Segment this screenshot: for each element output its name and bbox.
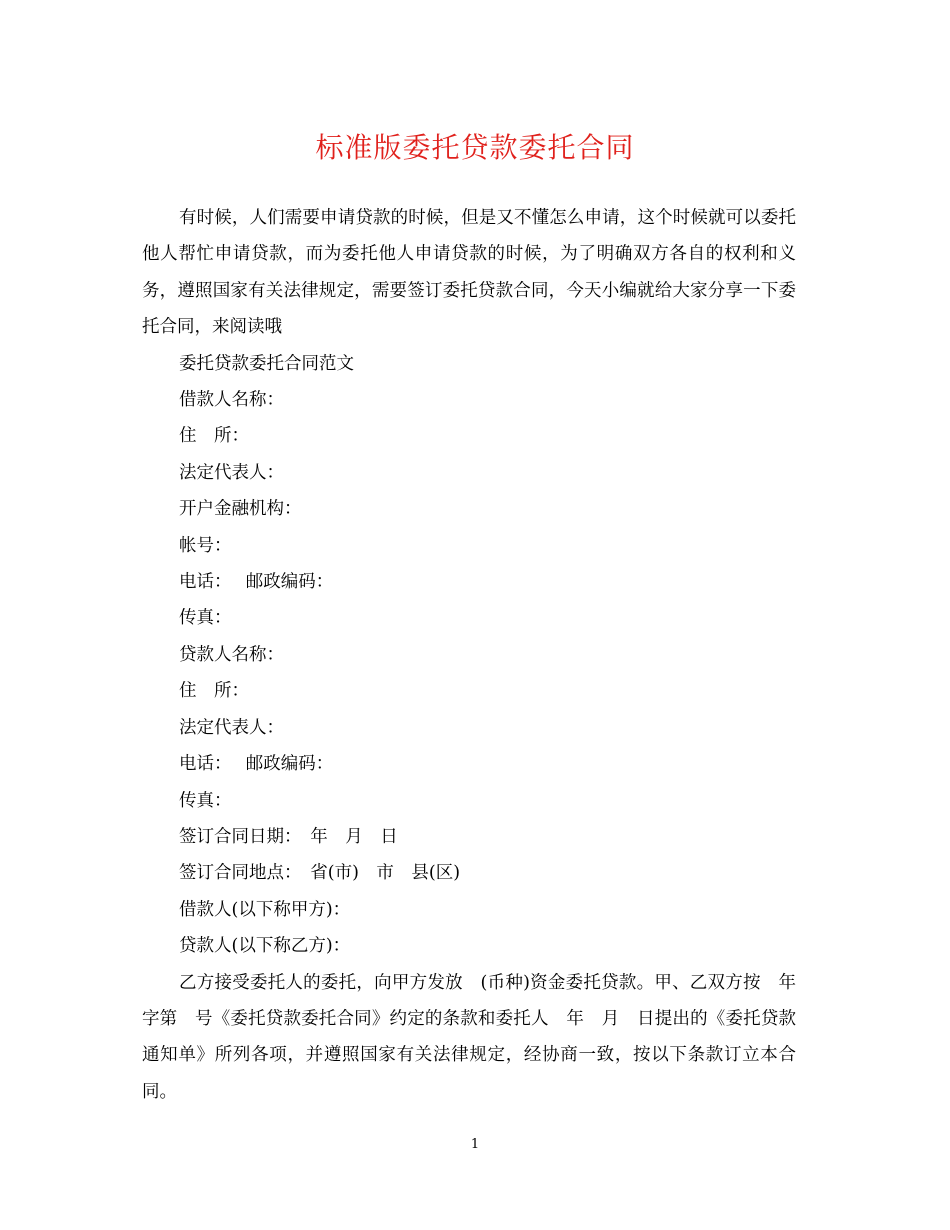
lender-address-field: 住 所： <box>179 681 249 702</box>
lender-representative-field: 法定代表人： <box>179 717 284 738</box>
section-heading: 委托贷款委托合同范文 <box>179 353 354 374</box>
document-body <box>142 200 814 1110</box>
borrower-representative-field: 法定代表人： <box>179 462 284 483</box>
lender-phone-postcode-field: 电话： 邮政编码： <box>179 754 334 775</box>
borrower-name-field: 借款人名称： <box>179 390 284 411</box>
borrower-fax-field: 传真： <box>179 608 232 629</box>
lender-fax-field: 传真： <box>179 790 232 811</box>
page-number: 1 <box>470 1137 480 1152</box>
borrower-address-field: 住 所： <box>179 426 249 447</box>
signing-place-field: 签订合同地点： 省(市) 市 县(区) <box>179 863 461 884</box>
closing-paragraph: 乙方接受委托人的委托，向甲方发放 (币种)资金委托贷款。甲、乙双方按 年 字第 号《委托贷款委托合同》约定的条款和委托人 年 月 日提出的《委托贷款通知单》所列各项，并遵照国家有关法律规定，经协商一致，按以下条款订立本合同。 <box>142 972 814 1102</box>
lender-name-field: 贷款人名称： <box>179 644 284 665</box>
borrower-phone-postcode-field: 电话： 邮政编码： <box>179 572 334 593</box>
borrower-account-field: 帐号： <box>179 535 232 556</box>
party-b-field: 贷款人(以下称乙方)： <box>179 936 351 957</box>
signing-date-field: 签订合同日期： 年 月 日 <box>179 826 398 847</box>
borrower-bank-field: 开户金融机构： <box>179 499 302 520</box>
intro-paragraph: 有时候，人们需要申请贷款的时候，但是又不懂怎么申请，这个时候就可以委托他人帮忙申请贷款，而为委托他人申请贷款的时候，为了明确双方各自的权利和义务，遵照国家有关法律规定，需要签订委托贷款合同，今天小编就给大家分享一下委托合同，来阅读哦 <box>142 208 796 338</box>
document-title: 标准版委托贷款委托合同 <box>315 131 635 164</box>
party-a-field: 借款人(以下称甲方)： <box>179 899 351 920</box>
